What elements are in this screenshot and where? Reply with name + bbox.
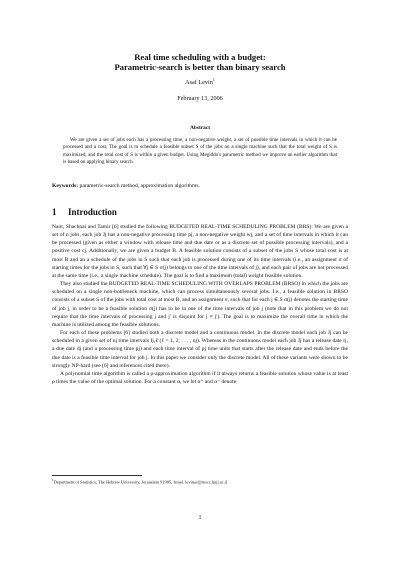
section-number: 1 [52,207,57,217]
abstract-heading: Abstract [189,125,211,131]
paragraph: A polynomial time algorithm is called a ρ-approximation algorithm if it always returns a feasible solution whose value is at least ρ times the value of the optimal solution. For a constant α, we let α⁺ and α⁻ denote [52,370,348,385]
author-footnote-mark: 1 [212,77,215,82]
author-name: Asaf Levin [185,79,213,87]
page-number: 1 [198,515,202,521]
abstract-text: We are given a set of jobs each has a processing time, a non-negative weight, a set of possible time intervals in which it can be processed and a cost. The goal is to schedule a feasible subset S of the jobs on a single machine such that the total weight of S is maximized, and the total cost of S is within a given budget. Using Megiddo's parametric method we improve an earlier algorithm that is based on applying binary search. [63,137,337,166]
keywords-label: Keywords: [52,183,79,189]
footnote-text: Department of Statistics, The Hebrew University, Jerusalem 91905, Israel. levinas@mscc.huji.ac.il [53,479,228,485]
paper-title-line-2: Parametric-search is better than binary search [114,62,286,72]
paper-title-line-1: Real time scheduling with a budget: [134,52,266,62]
section-title: Introduction [68,207,117,217]
keywords-text: parametric-search method, approximation algorithms. [79,183,200,189]
footnote-mark: 1 [52,478,54,482]
footnote [52,478,348,484]
author [0,77,400,86]
paragraph: Naor, Shachnai and Tamir [6] studied the following BUDGETED REAL-TIME SCHEDULING PROBLEM (BRS): We are given a set of n jobs, each job Jj has a non-negative processing time pj, a non-negative weight wj, and a set of time intervals in which it can be processed (given as either a window with release time and due date or as a discrete set of possible processing intervals), and a positive cost cj. Additionally, we are given a budget B. A feasible solution consists of a subset of the jobs S whose total cost is at most B and an a schedule of the jobs in S such that each job is processed during one of its time intervals (i.e., an assignment σ of starting times for the jobs in S, such that ∀j ∈ S σ(j) belongs to one of the time intervals of j), and each pair of jobs are not processed at the same time (i.e., a single machine schedule). The goal is to find a maximum (total) weight feasible solution. [52,224,348,279]
paragraph: They also studied the BUDGETED REAL-TIME SCHEDULING WITH OVERLAPS PROBLEM (BRSO) in which the jobs are scheduled on a single non-bottleneck machine, which can process simultaneously several jobs. I.e., a feasible solution in BRSO consists of a subset S of the jobs with total cost at most B, and an assignment σ, such that for each j ∈ S σ(j) denotes the starting time of job j, in order to be a feasible solution σ(j) has to be in one of the time intervals of job j (note that in this problem we do not require that the time intervals of processing j and j′ is disjoint for j ≠ j′). The goal is to maximize the overall time in which the machine is utilized among the feasible solutions. [52,281,348,328]
section-heading [52,207,117,217]
keywords [52,183,348,189]
footnote-rule [52,475,142,476]
section-body [52,223,348,386]
paragraph: For each of these problems [6] studied both a discrete model and a continuous model. In the discrete model each job Jj can be scheduled in a given set of nj time intervals Ij,ℓ (ℓ = 1, 2, . . . , nj). Whereas in the continuous model each job Jj has a release date rj, a due date dj (and a processing time pj) and each time interval of pj time units that starts after the release date and ends before the due date is a feasible time interval for job j. In this paper we consider only the discrete model. All of these variants were shown to be strongly NP-hard (see [6] and references cited there). [52,330,348,369]
date: February 13, 2006 [177,95,223,102]
